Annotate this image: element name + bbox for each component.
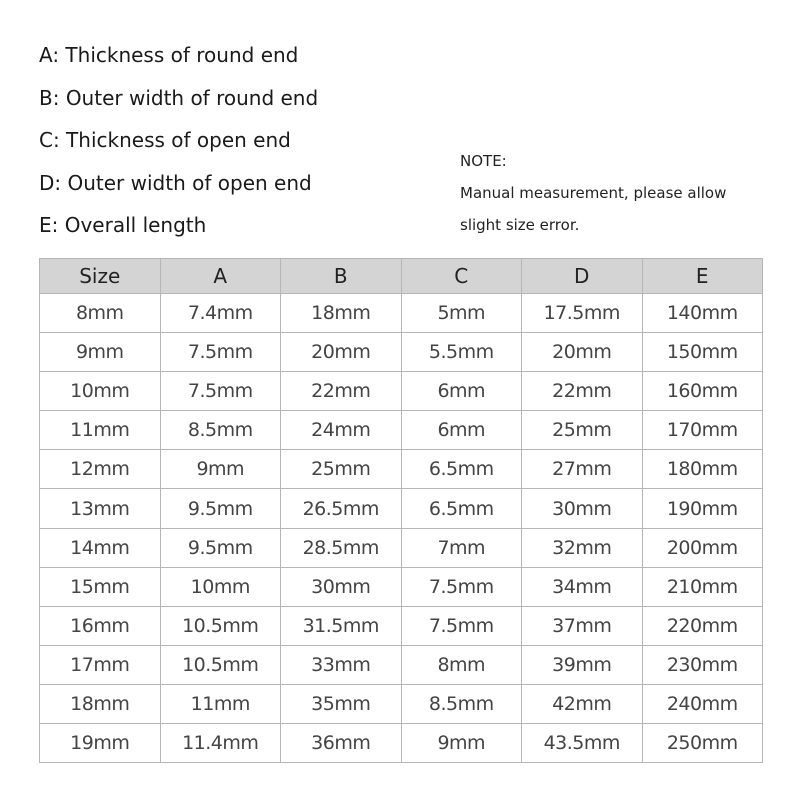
table-cell: 25mm [281,450,402,489]
table-cell: 35mm [281,684,402,723]
table-cell: 12mm [40,450,161,489]
table-cell: 5mm [401,294,522,333]
table-row [40,528,763,567]
table-row [40,567,763,606]
table-row [40,645,763,684]
table-cell: 17.5mm [522,294,643,333]
table-cell: 33mm [281,645,402,684]
table-cell: 36mm [281,724,402,763]
table-cell: 8.5mm [160,411,281,450]
legend-item-a: A: Thickness of round end [39,43,299,67]
table-cell: 39mm [522,645,643,684]
column-header-a: A [160,259,281,294]
table-cell: 240mm [642,684,763,723]
table-cell: 200mm [642,528,763,567]
table-cell: 6mm [401,372,522,411]
legend-item-c: C: Thickness of open end [39,128,291,152]
table-cell: 9.5mm [160,528,281,567]
table-row [40,724,763,763]
dimension-legend [39,38,318,251]
table-row [40,606,763,645]
table-cell: 28.5mm [281,528,402,567]
table-cell: 7.5mm [401,606,522,645]
table-cell: 25mm [522,411,643,450]
table-cell: 24mm [281,411,402,450]
table-cell: 11mm [160,684,281,723]
column-header-c: C [401,259,522,294]
table-cell: 9mm [160,450,281,489]
table-cell: 7.4mm [160,294,281,333]
measurement-note [460,148,726,244]
table-cell: 30mm [281,567,402,606]
table-cell: 11mm [40,411,161,450]
table-cell: 6mm [401,411,522,450]
table-cell: 34mm [522,567,643,606]
table-cell: 10.5mm [160,606,281,645]
table-cell: 11.4mm [160,724,281,763]
table-cell: 7.5mm [401,567,522,606]
table-cell: 30mm [522,489,643,528]
column-header-d: D [522,259,643,294]
table-cell: 18mm [40,684,161,723]
table-cell: 210mm [642,567,763,606]
table-cell: 7.5mm [160,333,281,372]
table-cell: 9.5mm [160,489,281,528]
table-row [40,450,763,489]
size-table [39,258,763,763]
note-line: Manual measurement, please allow [460,184,727,202]
table-row [40,294,763,333]
table-cell: 220mm [642,606,763,645]
table-cell: 10.5mm [160,645,281,684]
table-cell: 31.5mm [281,606,402,645]
table-cell: 160mm [642,372,763,411]
table-cell: 150mm [642,333,763,372]
table-cell: 5.5mm [401,333,522,372]
table-cell: 8mm [401,645,522,684]
table-row [40,372,763,411]
table-cell: 180mm [642,450,763,489]
table-cell: 17mm [40,645,161,684]
table-cell: 16mm [40,606,161,645]
table-cell: 43.5mm [522,724,643,763]
table-row [40,411,763,450]
table-cell: 37mm [522,606,643,645]
table-cell: 18mm [281,294,402,333]
table-cell: 10mm [160,567,281,606]
table-cell: 9mm [401,724,522,763]
column-header-b: B [281,259,402,294]
note-line: slight size error. [460,216,580,234]
table-cell: 10mm [40,372,161,411]
table-cell: 14mm [40,528,161,567]
table-cell: 8mm [40,294,161,333]
table-cell: 170mm [642,411,763,450]
table-cell: 8.5mm [401,684,522,723]
table-row [40,489,763,528]
table-cell: 26.5mm [281,489,402,528]
table-cell: 7mm [401,528,522,567]
table-row [40,684,763,723]
table-cell: 13mm [40,489,161,528]
table-cell: 22mm [281,372,402,411]
table-cell: 230mm [642,645,763,684]
table-cell: 27mm [522,450,643,489]
table-cell: 22mm [522,372,643,411]
column-header-size: Size [40,259,161,294]
table-cell: 7.5mm [160,372,281,411]
legend-item-e: E: Overall length [39,213,207,237]
table-cell: 6.5mm [401,450,522,489]
table-cell: 42mm [522,684,643,723]
table-cell: 6.5mm [401,489,522,528]
table-row [40,333,763,372]
table-cell: 19mm [40,724,161,763]
table-cell: 20mm [522,333,643,372]
table-cell: 190mm [642,489,763,528]
legend-item-d: D: Outer width of open end [39,170,312,195]
note-title: NOTE: [460,152,507,170]
legend-item-b: B: Outer width of round end [39,85,319,110]
table-cell: 32mm [522,528,643,567]
table-cell: 9mm [40,333,161,372]
table-cell: 15mm [40,567,161,606]
table-cell: 250mm [642,724,763,763]
table-header-row [40,259,763,294]
column-header-e: E [642,259,763,294]
table-cell: 20mm [281,333,402,372]
table-cell: 140mm [642,294,763,333]
